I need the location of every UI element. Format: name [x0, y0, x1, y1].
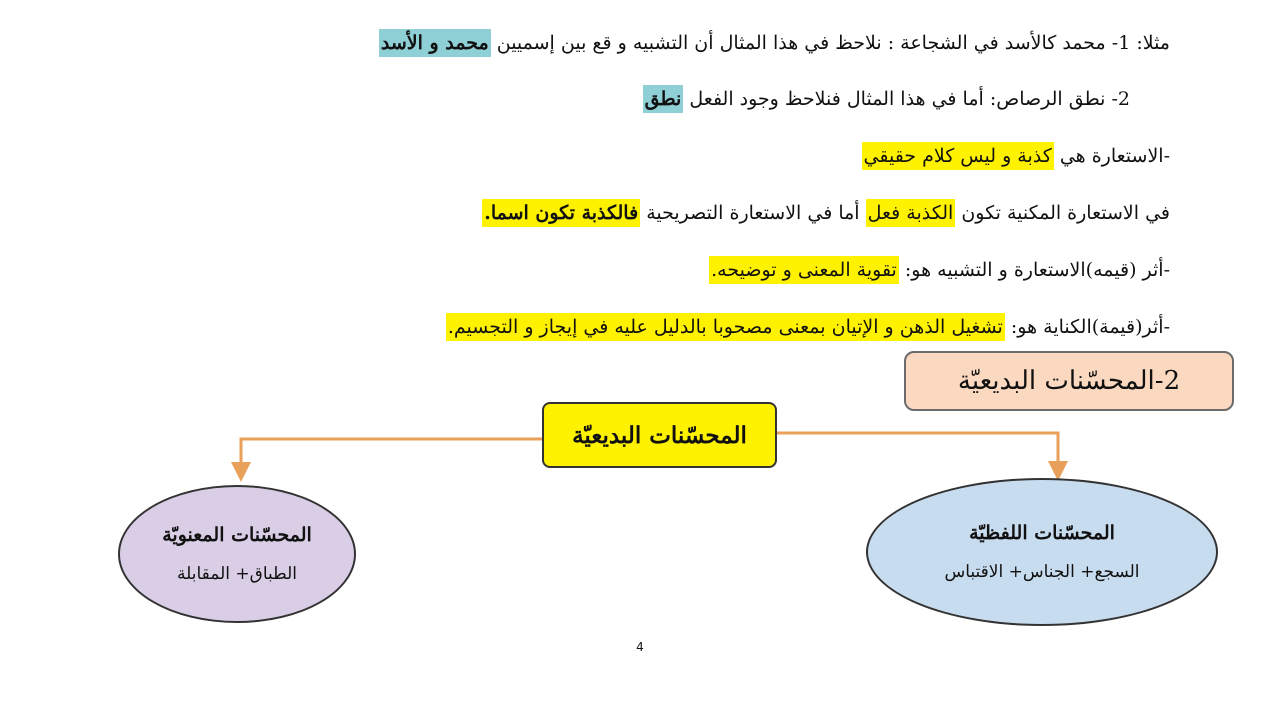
connector-left — [241, 439, 542, 463]
metaphor-types-highlight-1: الكذبة فعل — [866, 199, 956, 227]
connector-right — [777, 433, 1058, 462]
semantic-devices-node — [118, 485, 356, 623]
metaphor-types-text-1: في الاستعارة المكنية تكون — [955, 202, 1170, 224]
metaphor-types-highlight-2: فالكذبة تكون اسما. — [482, 199, 640, 227]
example-line-1-highlight: محمد و الأسد — [379, 29, 491, 57]
metaphor-definition-highlight: كذبة و ليس كلام حقيقي — [862, 142, 1054, 170]
metaphor-effect-text: -أثر (قيمه)الاستعارة و التشبيه هو: — [898, 259, 1170, 281]
metonymy-effect-text: -أثر(قيمة)الكناية هو: — [1004, 316, 1170, 338]
arrow-left-icon — [231, 462, 251, 482]
center-node: المحسّنات البديعيّة — [542, 402, 777, 468]
metonymy-effect-highlight: تشغيل الذهن و الإتيان بمعنى مصحوبا بالدليل عليه في إيجاز و التجسيم. — [446, 313, 1005, 341]
metaphor-effect-highlight: تقوية المعنى و توضيحه. — [709, 256, 899, 284]
metaphor-types-text-2: أما في الاستعارة التصريحية — [640, 202, 866, 224]
verbal-devices-list: السجع+ الجناس+ الاقتباس — [944, 562, 1140, 582]
example-line-2-highlight: نطق — [643, 85, 684, 113]
example-line-1-text: مثلا: 1- محمد كالأسد في الشجاعة : نلاحظ في هذا المثال أن التشبيه و قع بين إسميين — [490, 32, 1170, 54]
semantic-devices-list: الطباق+ المقابلة — [177, 564, 297, 584]
page-number: 4 — [636, 640, 644, 654]
verbal-devices-title: المحسّنات اللفظيّة — [969, 522, 1115, 544]
semantic-devices-title: المحسّنات المعنويّة — [162, 524, 312, 546]
section-title: 2-المحسّنات البديعيّة — [904, 351, 1234, 411]
example-line-2-text: 2- نطق الرصاص: أما في هذا المثال فنلاحظ وجود الفعل — [683, 88, 1130, 110]
verbal-devices-node — [866, 478, 1218, 626]
metaphor-definition-text: -الاستعارة هي — [1053, 145, 1170, 167]
